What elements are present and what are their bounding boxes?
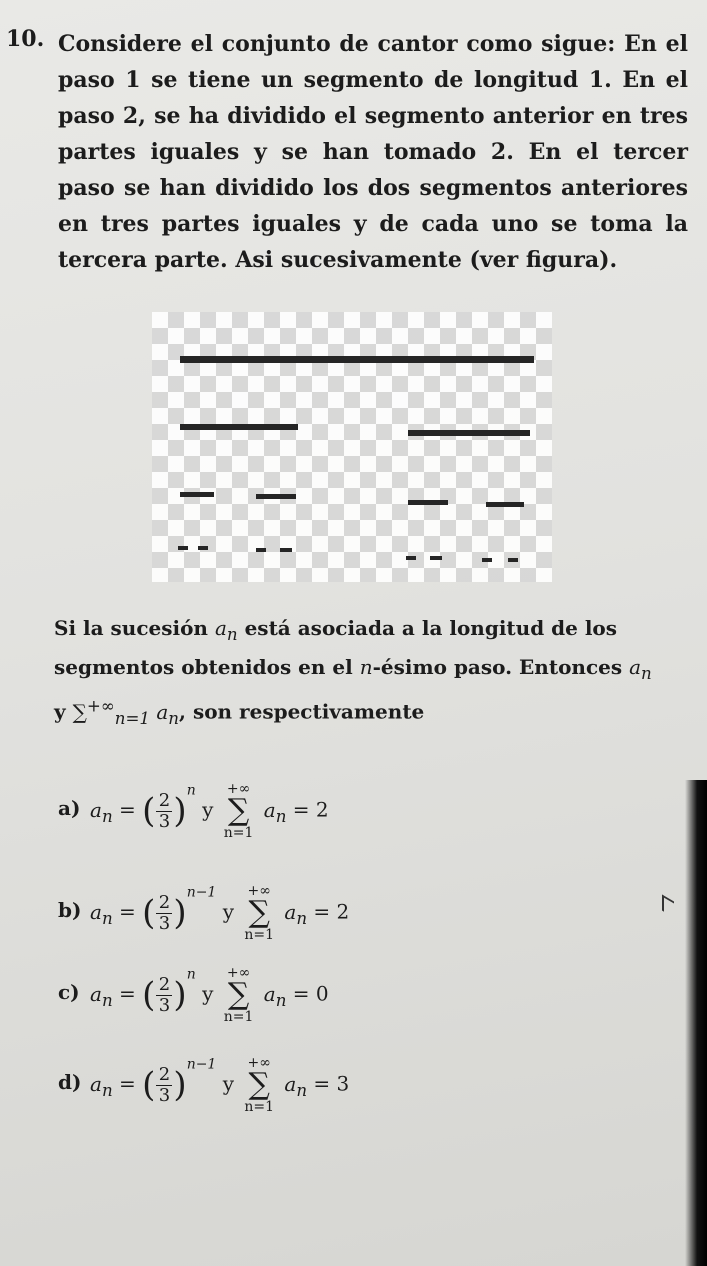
option-formula: $a_n$ = ( $\frac{2}{3}$ )$^{n-1}$ y +∞ ∑ n=1 $a_n = 3$	[90, 1055, 350, 1115]
context-intro: Si la sucesión	[54, 616, 208, 640]
context-paragraph	[54, 612, 654, 735]
step-4-segment	[178, 546, 188, 550]
mouse-cursor-icon	[662, 895, 674, 918]
option-label: a)	[58, 796, 81, 820]
step-4-segment	[430, 556, 442, 560]
step-2-segment-left	[180, 424, 298, 430]
question-text: Considere el conjunto de cantor como sigue: En el paso 1 se tiene un segmento de longitud 1. En el paso 2, se ha dividido el segmento anterior en tres partes iguales y se han tomado 2. En el tercer paso se han dividido los dos segmentos anteriores en tres partes iguales y de cada uno se toma la tercera parte. Asi sucesivamente (ver figura).	[58, 31, 688, 273]
option-formula: $a_n$ = ( $\frac{2}{3}$ )$^n$ y +∞ ∑ n=1 $a_n = 2$	[90, 781, 329, 841]
context-step-n: n	[359, 655, 373, 679]
context-y: y	[54, 699, 66, 724]
option-label: c)	[58, 980, 80, 1004]
option-label: b)	[58, 898, 82, 922]
context-after: -ésimo paso. Entonces	[372, 655, 623, 679]
cantor-set-figure	[152, 312, 552, 582]
step-1-segment	[180, 356, 534, 363]
screen-dark-edge	[685, 780, 707, 1266]
step-3-segment	[256, 494, 296, 499]
step-3-segment	[486, 502, 524, 507]
step-4-segment	[406, 556, 416, 560]
step-4-segment	[198, 546, 208, 550]
option-formula: $a_n$ = ( $\frac{2}{3}$ )$^n$ y +∞ ∑ n=1 $a_n = 0$	[90, 965, 329, 1025]
question-number: 10.	[6, 26, 45, 52]
step-4-segment	[256, 548, 266, 552]
sequence-symbol: $a_n$	[214, 616, 238, 644]
step-3-segment	[180, 492, 214, 497]
option-label: d)	[58, 1070, 82, 1094]
context-end: , son respectivamente	[179, 699, 425, 724]
option-formula: $a_n$ = ( $\frac{2}{3}$ )$^{n-1}$ y +∞ ∑ n=1 $a_n = 2$	[90, 883, 350, 943]
series-symbol: $\sum^{+\infty}_{n=1}$ $a_n$	[72, 696, 180, 728]
sequence-symbol: $a_n$	[629, 655, 652, 683]
step-4-segment	[280, 548, 292, 552]
step-2-segment-right	[408, 430, 530, 436]
step-4-segment	[508, 558, 518, 562]
step-3-segment	[408, 500, 448, 505]
context-mid: está asociada a la longitud de los segmentos obtenidos en el	[54, 616, 618, 679]
step-4-segment	[482, 558, 492, 562]
